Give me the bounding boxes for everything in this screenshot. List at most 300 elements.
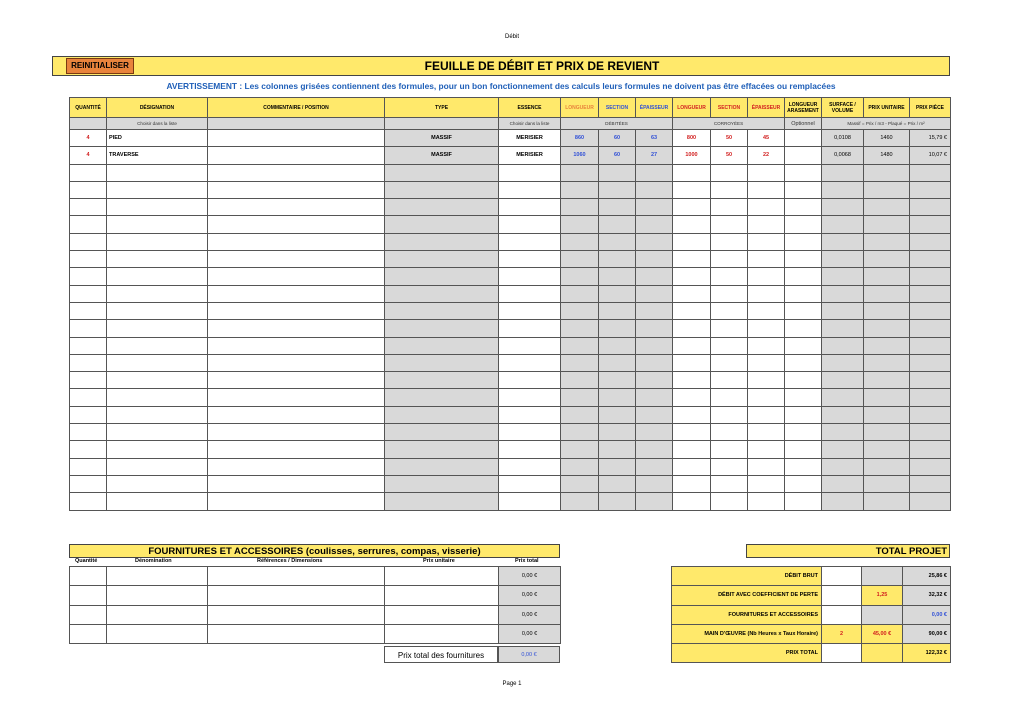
cell-piece_price xyxy=(910,233,951,250)
cell-e2[interactable] xyxy=(748,406,785,423)
cell-s2[interactable] xyxy=(711,354,748,371)
labor-hours[interactable]: 2 xyxy=(822,624,862,643)
total-label: DÉBIT BRUT xyxy=(672,567,822,586)
cell-l1 xyxy=(561,251,599,268)
supplies-cell[interactable] xyxy=(107,586,208,605)
supplies-cell[interactable] xyxy=(107,624,208,643)
cell-l2[interactable] xyxy=(673,233,711,250)
cell-l2[interactable] xyxy=(673,354,711,371)
cell-l1 xyxy=(561,285,599,302)
cell-essence[interactable] xyxy=(499,268,561,285)
supplies-row-total: 0,00 € xyxy=(499,624,561,643)
cell-e2[interactable] xyxy=(748,216,785,233)
cell-arasement[interactable] xyxy=(785,164,822,181)
cell-designation[interactable] xyxy=(107,389,208,406)
cell-l2[interactable] xyxy=(673,164,711,181)
cell-s1 xyxy=(599,320,636,337)
cell-arasement[interactable] xyxy=(785,320,822,337)
cell-essence[interactable] xyxy=(499,389,561,406)
supplies-cell[interactable] xyxy=(70,586,107,605)
cell-l2[interactable] xyxy=(673,199,711,216)
cell-piece_price xyxy=(910,181,951,198)
cell-e2[interactable] xyxy=(748,320,785,337)
supplies-cell[interactable] xyxy=(107,567,208,586)
col-thickness-planed: ÉPAISSEUR xyxy=(748,98,785,118)
total-row xyxy=(672,605,951,624)
cell-type xyxy=(385,285,499,302)
cell-e2[interactable]: 45 xyxy=(748,130,785,147)
cell-l2[interactable] xyxy=(673,268,711,285)
col-essence: ESSENCE xyxy=(499,98,561,118)
supplies-total-label: Prix total des fournitures xyxy=(384,646,498,663)
supplies-row-total: 0,00 € xyxy=(499,567,561,586)
col-type: TYPE xyxy=(385,98,499,118)
table-row xyxy=(70,337,951,354)
cell-surface xyxy=(822,199,864,216)
cell-piece_price xyxy=(910,458,951,475)
cell-type xyxy=(385,216,499,233)
cell-e2[interactable] xyxy=(748,251,785,268)
cell-unit_price xyxy=(864,320,910,337)
supplies-row xyxy=(70,624,561,643)
cell-comment[interactable] xyxy=(208,354,385,371)
cell-qty[interactable] xyxy=(70,372,107,389)
cell-arasement[interactable] xyxy=(785,130,822,147)
cell-designation[interactable] xyxy=(107,251,208,268)
supplies-cell[interactable] xyxy=(208,605,385,624)
cell-qty[interactable] xyxy=(70,406,107,423)
cell-essence[interactable] xyxy=(499,320,561,337)
cell-arasement[interactable] xyxy=(785,354,822,371)
cell-surface xyxy=(822,424,864,441)
cell-essence[interactable]: MERISIER xyxy=(499,130,561,147)
col-piece-price: PRIX PIÈCE xyxy=(910,98,951,118)
cell-type xyxy=(385,389,499,406)
cell-essence[interactable]: MERISIER xyxy=(499,147,561,164)
cell-comment[interactable] xyxy=(208,406,385,423)
cell-piece_price: 10,07 € xyxy=(910,147,951,164)
cell-piece_price xyxy=(910,424,951,441)
table-row xyxy=(70,354,951,371)
cell-qty[interactable] xyxy=(70,458,107,475)
cell-qty[interactable] xyxy=(70,337,107,354)
cell-e2[interactable] xyxy=(748,354,785,371)
cell-designation[interactable] xyxy=(107,164,208,181)
table-row xyxy=(70,441,951,458)
cell-essence[interactable] xyxy=(499,181,561,198)
total-rate[interactable]: 1,25 xyxy=(862,586,903,605)
table-row xyxy=(70,406,951,423)
cell-comment[interactable] xyxy=(208,458,385,475)
cell-comment[interactable] xyxy=(208,181,385,198)
supplies-cell[interactable] xyxy=(208,624,385,643)
cell-unit_price xyxy=(864,268,910,285)
cell-s2[interactable] xyxy=(711,251,748,268)
cell-essence[interactable] xyxy=(499,164,561,181)
cell-s1 xyxy=(599,493,636,510)
cell-qty[interactable]: 4 xyxy=(70,130,107,147)
cell-designation[interactable] xyxy=(107,302,208,319)
col-designation: DÉSIGNATION xyxy=(107,98,208,118)
cell-arasement[interactable] xyxy=(785,216,822,233)
cell-l2[interactable] xyxy=(673,406,711,423)
cell-surface xyxy=(822,337,864,354)
cell-designation[interactable] xyxy=(107,268,208,285)
cell-essence[interactable] xyxy=(499,372,561,389)
total-rate xyxy=(862,567,903,586)
cell-s1 xyxy=(599,216,636,233)
cell-l2[interactable] xyxy=(673,372,711,389)
cell-qty[interactable] xyxy=(70,285,107,302)
cell-l2[interactable] xyxy=(673,493,711,510)
page-title: FEUILLE DE DÉBIT ET PRIX DE REVIENT xyxy=(424,59,660,73)
cell-designation[interactable] xyxy=(107,424,208,441)
cell-e2[interactable] xyxy=(748,268,785,285)
cell-arasement[interactable] xyxy=(785,493,822,510)
cell-comment[interactable] xyxy=(208,441,385,458)
cell-arasement[interactable] xyxy=(785,406,822,423)
col-length-rough: LONGUEUR xyxy=(561,98,599,118)
cell-l2[interactable]: 800 xyxy=(673,130,711,147)
cell-qty[interactable] xyxy=(70,233,107,250)
cell-e1 xyxy=(636,389,673,406)
cut-list-table xyxy=(69,97,951,511)
cell-qty[interactable] xyxy=(70,320,107,337)
cell-e1 xyxy=(636,285,673,302)
cell-type xyxy=(385,475,499,492)
cell-unit_price xyxy=(864,216,910,233)
cell-qty[interactable] xyxy=(70,181,107,198)
cell-comment[interactable] xyxy=(208,164,385,181)
cell-l1: 1060 xyxy=(561,147,599,164)
cell-arasement[interactable] xyxy=(785,181,822,198)
cell-s1 xyxy=(599,389,636,406)
total-extra xyxy=(822,567,862,586)
cell-e2[interactable] xyxy=(748,424,785,441)
cell-s1 xyxy=(599,337,636,354)
cell-arasement[interactable] xyxy=(785,458,822,475)
table-row xyxy=(70,424,951,441)
cell-e2[interactable] xyxy=(748,458,785,475)
cell-e2[interactable] xyxy=(748,337,785,354)
total-rate[interactable]: 45,00 € xyxy=(862,624,903,643)
cell-arasement[interactable] xyxy=(785,285,822,302)
cell-comment[interactable] xyxy=(208,302,385,319)
cell-arasement[interactable] xyxy=(785,268,822,285)
cell-designation[interactable] xyxy=(107,406,208,423)
supplies-col-unit: Prix unitaire xyxy=(423,558,455,564)
cell-arasement[interactable] xyxy=(785,337,822,354)
cell-comment[interactable] xyxy=(208,372,385,389)
cell-s2[interactable] xyxy=(711,199,748,216)
cell-l2[interactable] xyxy=(673,251,711,268)
cell-qty[interactable] xyxy=(70,199,107,216)
cell-s1 xyxy=(599,475,636,492)
cell-arasement[interactable] xyxy=(785,441,822,458)
table-row xyxy=(70,181,951,198)
cell-l2[interactable] xyxy=(673,458,711,475)
cell-piece_price xyxy=(910,441,951,458)
cell-l2[interactable] xyxy=(673,320,711,337)
cell-type xyxy=(385,164,499,181)
cell-qty[interactable] xyxy=(70,216,107,233)
cell-type xyxy=(385,458,499,475)
cell-s1 xyxy=(599,354,636,371)
cell-l2[interactable]: 1000 xyxy=(673,147,711,164)
cell-comment[interactable] xyxy=(208,389,385,406)
cell-s2[interactable] xyxy=(711,320,748,337)
cell-qty[interactable]: 4 xyxy=(70,147,107,164)
cell-piece_price xyxy=(910,372,951,389)
cell-piece_price: 15,79 € xyxy=(910,130,951,147)
cell-comment[interactable] xyxy=(208,475,385,492)
total-label: DÉBIT AVEC COEFFICIENT DE PERTE xyxy=(672,586,822,605)
cell-designation[interactable] xyxy=(107,216,208,233)
cell-essence[interactable] xyxy=(499,475,561,492)
cell-essence[interactable] xyxy=(499,216,561,233)
cell-unit_price xyxy=(864,354,910,371)
cell-type xyxy=(385,302,499,319)
cell-comment[interactable] xyxy=(208,424,385,441)
cell-e2[interactable] xyxy=(748,285,785,302)
supplies-cell[interactable] xyxy=(385,624,499,643)
cell-e2[interactable] xyxy=(748,302,785,319)
cell-l1 xyxy=(561,233,599,250)
cell-e2[interactable] xyxy=(748,372,785,389)
cell-e2[interactable]: 22 xyxy=(748,147,785,164)
cell-qty[interactable] xyxy=(70,389,107,406)
cell-piece_price xyxy=(910,493,951,510)
cell-comment[interactable] xyxy=(208,130,385,147)
cell-l1 xyxy=(561,302,599,319)
cell-e2[interactable] xyxy=(748,181,785,198)
cell-arasement[interactable] xyxy=(785,424,822,441)
cell-surface xyxy=(822,441,864,458)
cell-unit_price xyxy=(864,458,910,475)
cell-e1 xyxy=(636,493,673,510)
cell-qty[interactable] xyxy=(70,493,107,510)
cell-l2[interactable] xyxy=(673,216,711,233)
cell-designation[interactable] xyxy=(107,337,208,354)
cell-qty[interactable] xyxy=(70,354,107,371)
cell-s2[interactable] xyxy=(711,424,748,441)
print-header: Débit xyxy=(504,34,519,40)
cell-qty[interactable] xyxy=(70,475,107,492)
cell-piece_price xyxy=(910,251,951,268)
cell-designation[interactable] xyxy=(107,354,208,371)
cell-s2[interactable] xyxy=(711,406,748,423)
cell-l2[interactable] xyxy=(673,285,711,302)
cell-designation[interactable] xyxy=(107,320,208,337)
cell-unit_price xyxy=(864,372,910,389)
cell-s2[interactable] xyxy=(711,337,748,354)
warning-text: AVERTISSEMENT : Les colonnes grisées contiennent des formules, pour un bon fonctionnement des calculs leurs formules ne doivent pas être effacées ou remplacées xyxy=(166,81,836,91)
hint-corroyees: CORROYÉES xyxy=(673,118,785,130)
cell-s2[interactable] xyxy=(711,216,748,233)
cell-designation[interactable] xyxy=(107,181,208,198)
cell-e1 xyxy=(636,424,673,441)
supplies-col-qty: Quantité xyxy=(75,558,98,564)
reset-button[interactable]: REINITIALISER xyxy=(66,58,134,74)
table-row xyxy=(70,216,951,233)
cell-s2[interactable] xyxy=(711,475,748,492)
project-total-table xyxy=(671,566,951,663)
cell-s2[interactable] xyxy=(711,268,748,285)
cell-qty[interactable] xyxy=(70,164,107,181)
cell-essence[interactable] xyxy=(499,302,561,319)
cell-s2[interactable] xyxy=(711,441,748,458)
cell-essence[interactable] xyxy=(499,441,561,458)
cell-surface xyxy=(822,475,864,492)
hint-designation: Choisir dans la liste xyxy=(107,118,208,130)
cell-essence[interactable] xyxy=(499,458,561,475)
cell-l2[interactable] xyxy=(673,475,711,492)
col-section-planed: SECTION xyxy=(711,98,748,118)
cell-s1 xyxy=(599,233,636,250)
cell-l1 xyxy=(561,337,599,354)
cell-s2[interactable]: 50 xyxy=(711,130,748,147)
cell-l2[interactable] xyxy=(673,424,711,441)
cell-arasement[interactable] xyxy=(785,302,822,319)
col-qty: QUANTITÉ xyxy=(70,98,107,118)
cell-e2[interactable] xyxy=(748,441,785,458)
cell-arasement[interactable] xyxy=(785,372,822,389)
cell-comment[interactable] xyxy=(208,320,385,337)
cell-essence[interactable] xyxy=(499,354,561,371)
cell-surface xyxy=(822,302,864,319)
supplies-cell[interactable] xyxy=(208,567,385,586)
cell-s2[interactable] xyxy=(711,285,748,302)
cell-designation[interactable] xyxy=(107,458,208,475)
supplies-cell[interactable] xyxy=(70,605,107,624)
cell-surface xyxy=(822,493,864,510)
cell-comment[interactable] xyxy=(208,285,385,302)
cell-comment[interactable] xyxy=(208,268,385,285)
cell-surface: 0,0108 xyxy=(822,130,864,147)
cell-e2[interactable] xyxy=(748,475,785,492)
cell-l2[interactable] xyxy=(673,441,711,458)
cell-surface xyxy=(822,372,864,389)
cell-s2[interactable]: 50 xyxy=(711,147,748,164)
cell-l2[interactable] xyxy=(673,337,711,354)
hint-arasement: Optionnel xyxy=(785,118,822,130)
cell-l2[interactable] xyxy=(673,181,711,198)
cell-e2[interactable] xyxy=(748,233,785,250)
cell-qty[interactable] xyxy=(70,251,107,268)
table-row xyxy=(70,493,951,510)
cell-comment[interactable] xyxy=(208,147,385,164)
total-project-title: TOTAL PROJET xyxy=(746,544,950,558)
cell-piece_price xyxy=(910,475,951,492)
cell-s2[interactable] xyxy=(711,181,748,198)
cell-arasement[interactable] xyxy=(785,199,822,216)
supplies-cell[interactable] xyxy=(385,605,499,624)
cell-s2[interactable] xyxy=(711,389,748,406)
cell-designation[interactable] xyxy=(107,233,208,250)
cell-surface xyxy=(822,233,864,250)
print-footer: Page 1 xyxy=(502,681,522,687)
supplies-cell[interactable] xyxy=(70,567,107,586)
cell-qty[interactable] xyxy=(70,424,107,441)
cell-designation[interactable] xyxy=(107,475,208,492)
cell-designation[interactable]: PIED xyxy=(107,130,208,147)
supplies-cell[interactable] xyxy=(70,624,107,643)
cell-essence[interactable] xyxy=(499,337,561,354)
cell-comment[interactable] xyxy=(208,199,385,216)
supplies-cell[interactable] xyxy=(208,586,385,605)
cell-essence[interactable] xyxy=(499,493,561,510)
supplies-cell[interactable] xyxy=(385,586,499,605)
cell-designation[interactable]: TRAVERSE xyxy=(107,147,208,164)
cell-arasement[interactable] xyxy=(785,475,822,492)
supplies-row xyxy=(70,586,561,605)
cell-s2[interactable] xyxy=(711,233,748,250)
cell-essence[interactable] xyxy=(499,199,561,216)
cell-s2[interactable] xyxy=(711,458,748,475)
cell-surface xyxy=(822,216,864,233)
cell-arasement[interactable] xyxy=(785,251,822,268)
cell-comment[interactable] xyxy=(208,337,385,354)
cell-s2[interactable] xyxy=(711,164,748,181)
cell-essence[interactable] xyxy=(499,424,561,441)
supplies-cell[interactable] xyxy=(385,567,499,586)
cell-qty[interactable] xyxy=(70,302,107,319)
cell-comment[interactable] xyxy=(208,216,385,233)
cell-arasement[interactable] xyxy=(785,389,822,406)
cell-essence[interactable] xyxy=(499,406,561,423)
cell-e1 xyxy=(636,441,673,458)
cell-essence[interactable] xyxy=(499,251,561,268)
cell-l2[interactable] xyxy=(673,389,711,406)
total-row xyxy=(672,567,951,586)
cell-surface xyxy=(822,251,864,268)
cell-l1 xyxy=(561,268,599,285)
cell-designation[interactable] xyxy=(107,493,208,510)
cell-designation[interactable] xyxy=(107,372,208,389)
cell-designation[interactable] xyxy=(107,285,208,302)
cell-arasement[interactable] xyxy=(785,233,822,250)
supplies-cell[interactable] xyxy=(107,605,208,624)
cell-qty[interactable] xyxy=(70,268,107,285)
cell-piece_price xyxy=(910,268,951,285)
cell-l2[interactable] xyxy=(673,302,711,319)
cell-essence[interactable] xyxy=(499,285,561,302)
cell-designation[interactable] xyxy=(107,441,208,458)
supplies-title: FOURNITURES ET ACCESSOIRES (coulisses, serrures, compas, visserie) xyxy=(69,544,560,558)
cell-type xyxy=(385,268,499,285)
cell-comment[interactable] xyxy=(208,251,385,268)
cell-qty[interactable] xyxy=(70,441,107,458)
cell-arasement[interactable] xyxy=(785,147,822,164)
cell-essence[interactable] xyxy=(499,233,561,250)
total-rate xyxy=(862,644,903,663)
cell-piece_price xyxy=(910,320,951,337)
cell-s1: 60 xyxy=(599,147,636,164)
cell-designation[interactable] xyxy=(107,199,208,216)
cell-e2[interactable] xyxy=(748,493,785,510)
cell-type: MASSIF xyxy=(385,147,499,164)
cell-s2[interactable] xyxy=(711,302,748,319)
cell-s2[interactable] xyxy=(711,372,748,389)
cell-e2[interactable] xyxy=(748,199,785,216)
cell-s2[interactable] xyxy=(711,493,748,510)
table-row xyxy=(70,130,951,147)
supplies-table xyxy=(69,566,561,644)
cell-e2[interactable] xyxy=(748,164,785,181)
cell-comment[interactable] xyxy=(208,233,385,250)
cell-e2[interactable] xyxy=(748,389,785,406)
cell-comment[interactable] xyxy=(208,493,385,510)
